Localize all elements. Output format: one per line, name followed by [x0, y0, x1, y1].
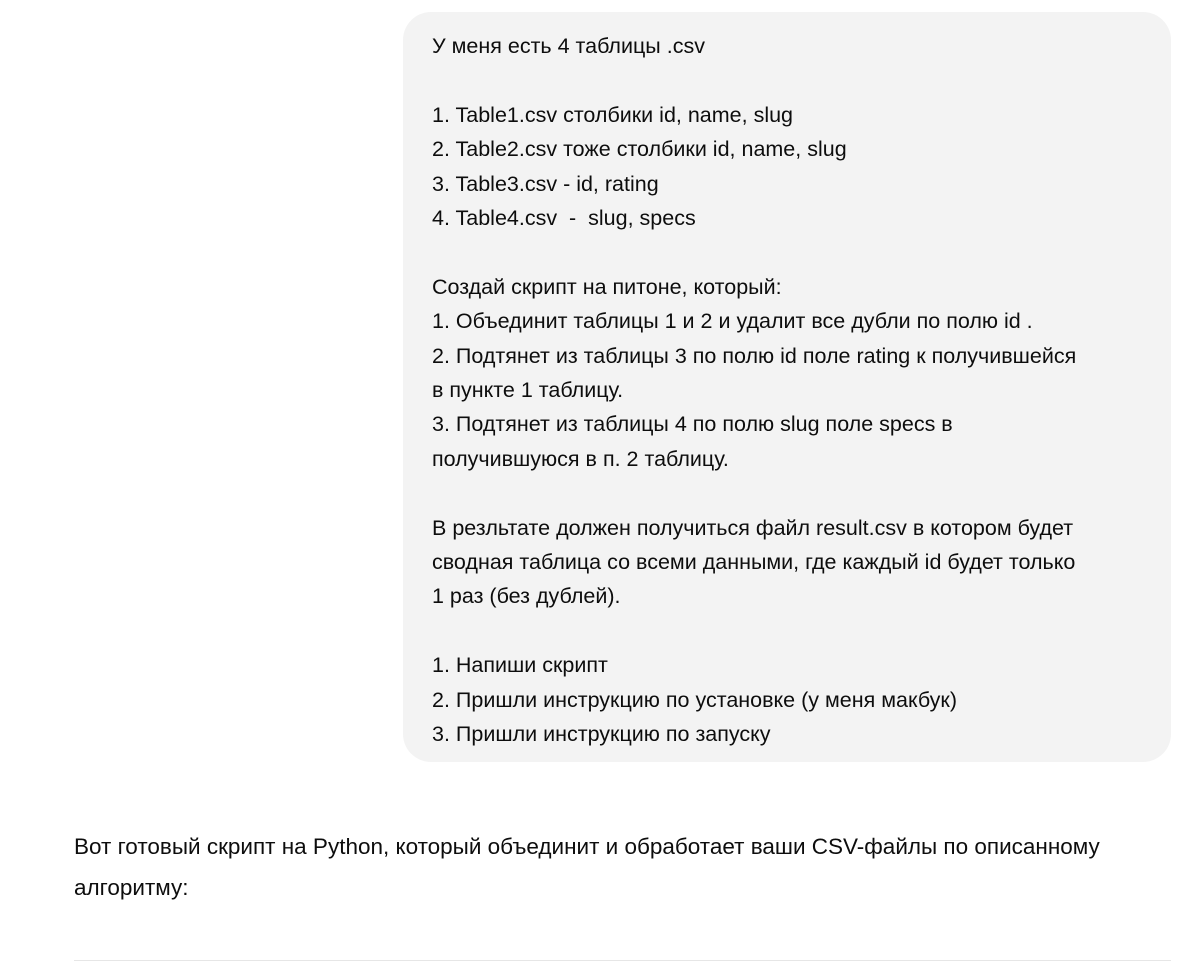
user-message-line [432, 63, 1147, 97]
user-message-line: 2. Table2.csv тоже столбики id, name, slug [432, 137, 847, 162]
user-message-line: 1. Table1.csv столбики id, name, slug [432, 102, 794, 127]
user-message-line: 3. Пришли инструкцию по запуску [432, 722, 771, 747]
user-message-line: 2. Пришли инструкцию по установке (у меня макбук) [432, 687, 957, 712]
user-message-line: 1. Объединит таблицы 1 и 2 и удалит все дубли по полю id . [432, 309, 1033, 334]
user-message-line: 1 раз (без дублей). [432, 584, 621, 609]
user-message-line [432, 476, 1147, 510]
user-message-line: Создай скрипт на питоне, который: [432, 274, 782, 299]
user-message-line [432, 614, 1147, 648]
user-message-line: 1. Напиши скрипт [432, 653, 608, 678]
user-message-line: 4. Table4.csv - slug, specs [432, 206, 696, 231]
user-message-line: 2. Подтянет из таблицы 3 по полю id поле rating к получившейся [432, 343, 1077, 368]
user-message-line: У меня есть 4 таблицы .csv [432, 34, 705, 58]
user-message-line: 3. Table3.csv - id, rating [432, 171, 659, 196]
user-message-line [432, 235, 1147, 269]
user-message-line: сводная таблица со всеми данными, где каждый id будет только [432, 550, 1076, 575]
message-divider [74, 960, 1171, 961]
assistant-message-text: Вот готовый скрипт на Python, который объединит и обработает ваши CSV-файлы по описанному алгоритму: [74, 834, 1100, 900]
user-message-line: в пункте 1 таблицу. [432, 378, 624, 403]
user-message-line: 3. Подтянет из таблицы 4 по полю slug поле specs в [432, 412, 953, 437]
user-message-line: В резльтате должен получиться файл result.csv в котором будет [432, 515, 1074, 540]
user-message-line: получившуюся в п. 2 таблицу. [432, 446, 729, 471]
user-message-bubble [403, 12, 1171, 762]
